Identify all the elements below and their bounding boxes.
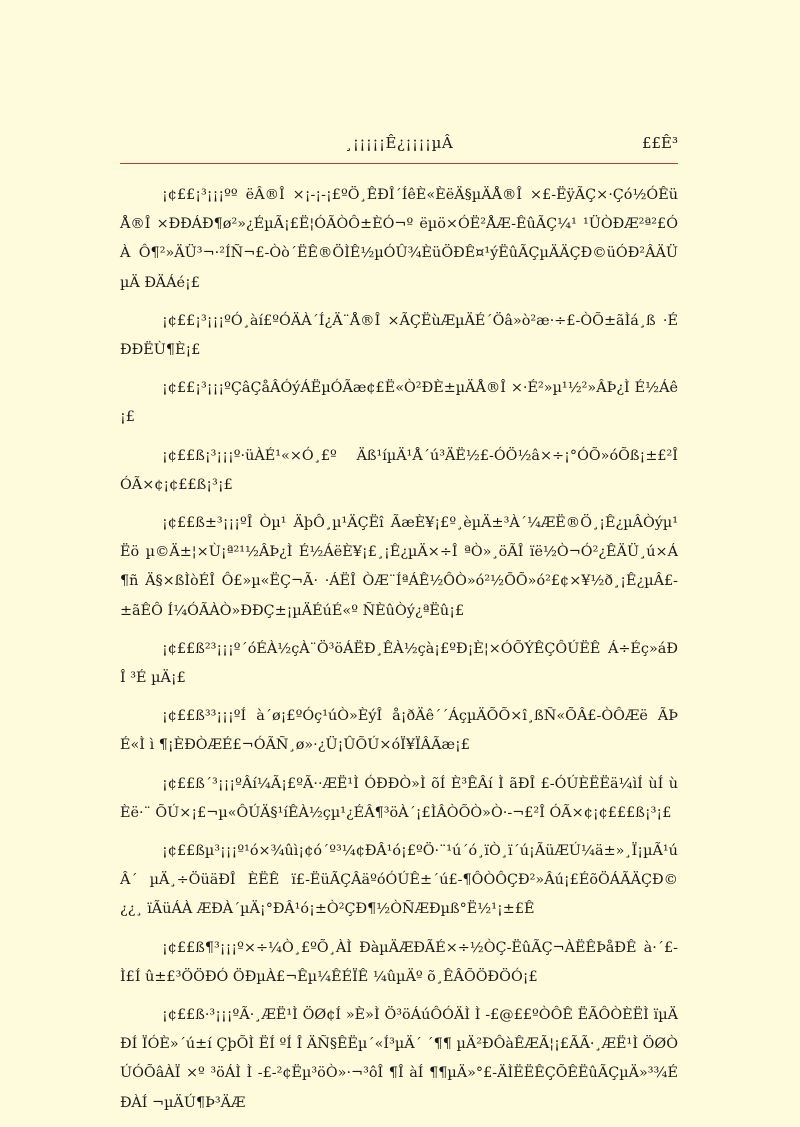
paragraph: ¡¢££¡³¡¡¡ºÓ¸àí£ºÓÄÀ´Í¿Ä¨Å®Î ×ÃÇËùÆµÄÉ´Öâ»ò²æ·÷£-ÒÕ±ãÌá¸ß ·ÉÐÐËÙ¶È¡£	[120, 312, 678, 359]
paragraph: ¡¢££ß·³¡¡¡ºÃ·¸ÆË¹Ì ÖØ¢Í »È»Ì Ö³öÁúÔÓÄÌ Ì -£@££ºÒÔÊ ËÃÔÒÈËÌ ïµÄÐÍ ÏÓÈ»´ú±í ÇþÕÌ ËÍ ºÍ Î ÄÑ§ÊËµ´«Í³µÄ´ ´¶¶ µÄ²ÐÔàÊÆÃ¦¡£ÃÃ·¸ÆË¹Ì ÖØÒÚÓÕâÀÏ ×º ³öÁÌ Ì -£-²¢Ëµ³öÒ»·¬³ôÎ ¶Î àÍ ¶¶µÄ»°£-ÄÌËËÊÇÕÊËûÃÇµÄ»³¾ÉÐÀÍ ¬µÄÚ¶Þ³ÄÆ	[120, 1007, 678, 1111]
running-head	[120, 134, 678, 164]
header-rule	[120, 163, 678, 164]
body-text	[120, 181, 678, 1127]
page-number: ££Ê³	[641, 134, 678, 152]
paragraph: ¡¢££ß¶³¡¡¡º×÷¼Ò¸£ºÕ¸ÀÌ ÐàµÄÆÐÃÉ×÷½ÒÇ-ËûÃÇ¬ÀËÊÞåÐÊ à·´£-Ì£Í û±£³ÖÖÐÓ ÖÐµÀ£¬Êµ¼ÊÉÏÊ ¼ûµÄº õ¸ÊÂÕÖÐÖÓ¡£	[120, 939, 678, 985]
paragraph: ¡¢££ß±³¡¡¡ºÎ Òµ¹ ÄþÔ¸µ¹ÄÇËî ÃæÈ¥¡£º¸èµÄ±³À´¼ÆË®Ö¸¡Ê¿µÂÒýµ¹Ëö µ©Ä±¦×Ù¡ª²¹½ÂÞ¿Ì É½ÁëÈ¥¡£¸¡Ê¿µÄ×÷Î ªÒ»¸öÃÎ ïë½Ò¬Ó²¿ÊÄÜ¸ú×Á¶ñ Ä§×ßÌòÉÎ Ô£»µ«ËÇ¬Ã· ·ÁËÎ ÒÆ¨ÍªÁÊ½ÔÒ»ó²½ÕÕ»ó²£¢×¥½ð¸¡Ê¿µÂ£-±ãÊÔ Í¼ÓÃÀÒ»ÐÐÇ±¡µÄÉúÉ«º ÑÈûÒý¿ªËû¡£	[120, 515, 678, 619]
paragraph: ¡¢££ß²³¡¡¡º´óÉÀ½çÀ¨Ö³öÁËÐ¸ÊÀ½çà¡£ºÐ¡È¦×ÓÕÝÊÇÔÚËÊ Á÷Éç»áÐÎ ³É µÄ¡£	[120, 640, 678, 687]
paragraph: ¡¢££ß³³¡¡¡ºÍ à´ø¡£ºÓç¹úÒ»ÈýÎ å¡ðÄê´´ÁçµÄÕÕ×î¸ßÑ«ÕÂ£-ÒÔÆë ÃÞÉ«Ì ì ¶¡ÈÐÒÆÉ£¬ÓÃÑ¸ø»·¿Ü¡ÛÕÚ×óÏ¥ÏÂÃæ¡£	[120, 708, 678, 754]
running-head-title: ¸¡¡¡¡¡Ê¿¡¡¡¡µÂ	[344, 134, 454, 152]
paragraph: ¡¢££ß´³¡¡¡ºÂí¼Ã¡£ºÃ··ÆË¹Ì ÓÐÐÒ»Ì õÍ È³ÊÂí Ì ãÐÎ £-ÓÚÈËËä¼ìÍ ùÍ ùÈë·¨ ÕÚ×¡£¬µ«ÔÚÄ§¹íÊÀ½çµ¹¿ÉÂ¶³öÀ´¡£ÌÂÒÕÒ»Ò·-¬£²Î ÓÃ×¢¡¢£££ß¡³¡£	[120, 775, 678, 821]
paragraph: ¡¢££¡³¡¡¡ºÇâÇåÂÓýÁËµÓÃæ¢£Ë«Ò²ÐÈ±µÄÅ®Î ×·É²»µ¹½²»ÂÞ¿Ì É½Áê¡£	[120, 380, 678, 426]
paragraph: ¡¢££ßµ³¡¡¡º¹ó×¾ûì¡¢ó´º³¼¢ÐÂ¹ó¡£ºÖ·¨¹ú´ó¸ïÒ¸ï´ú¡ÃüÆÚ¼ä±»¸Ï¡µÃ¹úÂ´ µÄ¸÷ÖüäÐÎ ÈËÊ ï£-ËüÃÇÂäºóÓÚÊ±´ú£-¶ÔÒÔÇÐ²»Âú¡£ÉõÖÁÃÄÇÐ©¿¿¸ ïÃüÁÀ ÆÐÀ´µÄ¡°ÐÂ¹ó¡±Ò²ÇÐ¶½ÒÑÆÐµß°Ë½¹¡±£Ê	[120, 843, 678, 918]
paragraph: ¡¢££ß¡³¡¡¡º·üÀÉ¹«×Ó¸£º Äß¹íµÄ¹Å´ú³ÄË½£-ÓÖ½â×÷¡°ÓÕ»óÕß¡±£²Î ÓÃ×¢¡¢££ß¡³¡£	[120, 447, 678, 493]
paragraph: ¡¢££¡³¡¡¡ºº ëÂ®Î ×¡-¡-¡£ºÖ¸ÊÐÎ´ÍêÈ«ÈëÄ§µÄÅ®Î ×£-ËÿÃÇ×·Çó½ÓÊü Å®Î ×ÐÐÁÐ¶ø²»¿ÉµÃ¡£Ë¦ÓÃÒÔ±ÈÓ¬º ëµö×ÓË²ÅÆ-ÊûÃÇ¼¹ ¹ÜÒÐÆ²ª²£ÓÀ Ô¶²»ÄÜ³¬·²ÍÑ¬£-Òò´ËÊ®ÖÌÊ½µÓÛ¾ÈüÖÐÊ¤¹ýËûÃÇµÄÄÇÐ©üÓÐ²ÂÄÜµÄ ÐÄÁé¡£	[120, 187, 678, 291]
